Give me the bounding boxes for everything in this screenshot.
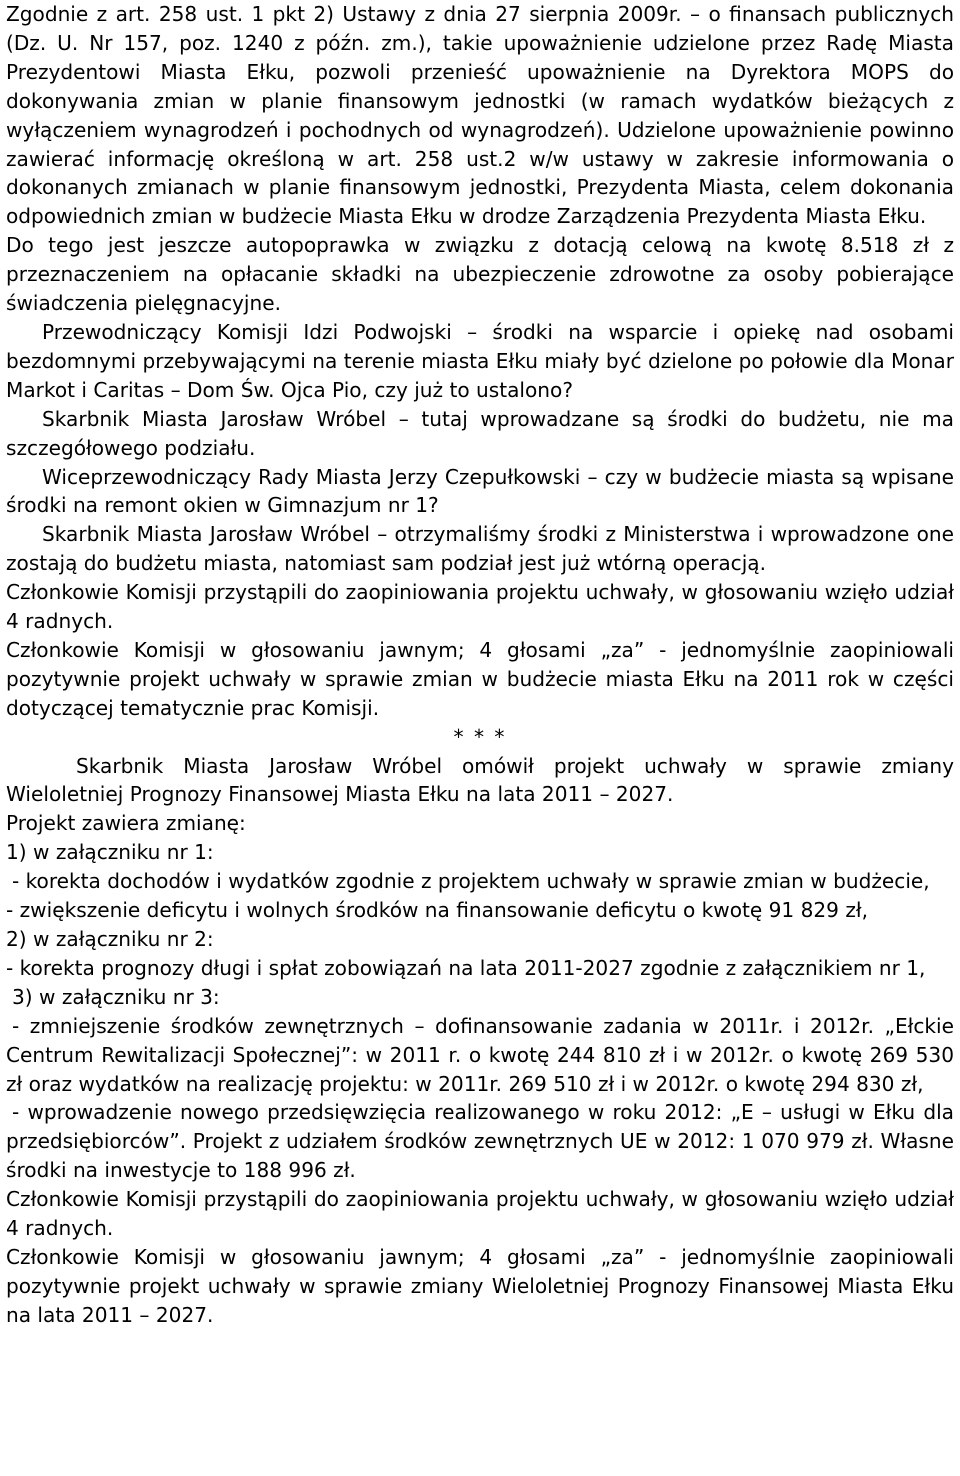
paragraph-vote-result-1: Członkowie Komisji w głosowaniu jawnym; 4 głosami „za” - jednomyślnie zaopiniowali pozytywnie projekt uchwały w sprawie zmian w budżecie miasta Ełku na 2011 rok w części dotyczącej tematycznie prac Komisji.	[6, 637, 954, 720]
list-heading-annex-1: 1) w załączniku nr 1:	[6, 840, 214, 865]
section-separator: * * *	[453, 724, 507, 749]
paragraph-vote-result-2: Członkowie Komisji w głosowaniu jawnym; 4 głosami „za” - jednomyślnie zaopiniowali pozytywnie projekt uchwały w sprawie zmiany Wieloletniej Prognozy Finansowej Miasta Ełku na lata 2011 – 2027.	[6, 1244, 954, 1327]
list-item-annex-3-a: - zmniejszenie środków zewnętrznych – dofinansowanie zadania w 2011r. i 2012r. „Ełckie Centrum Rewitalizacji Społecznej”: w 2011 r. o kwotę 244 810 zł i w 2012r. o kwotę 269 530 zł oraz wydatków na realizację projektu: w 2011r. 269 510 zł i w 2012r. o kwotę 294 830 zł,	[6, 1013, 954, 1096]
paragraph-vote-start-2: Członkowie Komisji przystąpili do zaopiniowania projektu uchwały, w głosowaniu wzięło udział 4 radnych.	[6, 1187, 954, 1241]
list-item-annex-2-a: - korekta prognozy długi i spłat zobowiązań na lata 2011-2027 zgodnie z załącznikiem nr 1,	[6, 955, 926, 980]
paragraph-wrobel-answer-1: Skarbnik Miasta Jarosław Wróbel – tutaj wprowadzane są środki do budżetu, nie ma szczegółowego podziału.	[6, 406, 954, 460]
paragraph-project-changes: Projekt zawiera zmianę:	[6, 811, 246, 836]
paragraph-czepulkowski-question: Wiceprzewodniczący Rady Miasta Jerzy Czepułkowski – czy w budżecie miasta są wpisane środki na remont okien w Gimnazjum nr 1?	[6, 464, 954, 518]
paragraph-wrobel-answer-2: Skarbnik Miasta Jarosław Wróbel – otrzymaliśmy środki z Ministerstwa i wprowadzone one zostają do budżetu miasta, natomiast sam podział jest już wtórną operacją.	[6, 522, 954, 576]
list-heading-annex-3: 3) w załączniku nr 3:	[12, 984, 220, 1009]
list-item-annex-1-b: - zwiększenie deficytu i wolnych środków na finansowanie deficytu o kwotę 91 829 zł,	[6, 898, 868, 923]
paragraph-vote-start-1: Członkowie Komisji przystąpili do zaopiniowania projektu uchwały, w głosowaniu wzięło udział 4 radnych.	[6, 580, 954, 634]
paragraph-authorization: Zgodnie z art. 258 ust. 1 pkt 2) Ustawy z dnia 27 sierpnia 2009r. – o finansach publicznych (Dz. U. Nr 157, poz. 1240 z późn. zm.), takie upoważnienie udzielone przez Radę Miasta Prezydentowi Miasta Ełku, pozwoli przenieść upoważnienie na Dyrektora MOPS do dokonywania zmian w planie finansowym jednostki (w ramach wydatków bieżących z wyłączeniem wynagrodzeń i pochodnych od wynagrodzeń). Udzielone upoważnienie powinno zawierać informację określoną w art. 258 ust.2 w/w ustawy w zakresie informowania o dokonanych zmianach w planie finansowym jednostki, Prezydenta Miasta, celem dokonania odpowiednich zmian w budżecie Miasta Ełku w drodze Zarządzenia Prezydenta Miasta Ełku.	[6, 2, 954, 229]
paragraph-autopoprawka: Do tego jest jeszcze autopoprawka w związku z dotacją celową na kwotę 8.518 zł z przeznaczeniem na opłacanie składki na ubezpieczenie zdrowotne za osoby pobierające świadczenia pielęgnacyjne.	[6, 233, 954, 316]
paragraph-wpf-intro: Skarbnik Miasta Jarosław Wróbel omówił projekt uchwały w sprawie zmiany Wieloletniej Prognozy Finansowej Miasta Ełku na lata 2011 – 2027.	[6, 753, 954, 807]
list-item-annex-1-a: - korekta dochodów i wydatków zgodnie z projektem uchwały w sprawie zmian w budżecie,	[12, 869, 930, 894]
list-heading-annex-2: 2) w załączniku nr 2:	[6, 927, 214, 951]
list-item-annex-3-b: - wprowadzenie nowego przedsięwzięcia realizowanego w roku 2012: „E – usługi w Ełku dla przedsiębiorców”. Projekt z udziałem środków zewnętrznych UE w 2012: 1 070 979 zł. Własne środki na inwestycje to 188 996 zł.	[6, 1100, 954, 1183]
paragraph-podwojski-question: Przewodniczący Komisji Idzi Podwojski – środki na wsparcie i opiekę nad osobami bezdomnymi przebywającymi na terenie miasta Ełku miały być dzielone po połowie dla Monar Markot i Caritas – Dom Św. Ojca Pio, czy już to ustalono?	[6, 319, 954, 402]
